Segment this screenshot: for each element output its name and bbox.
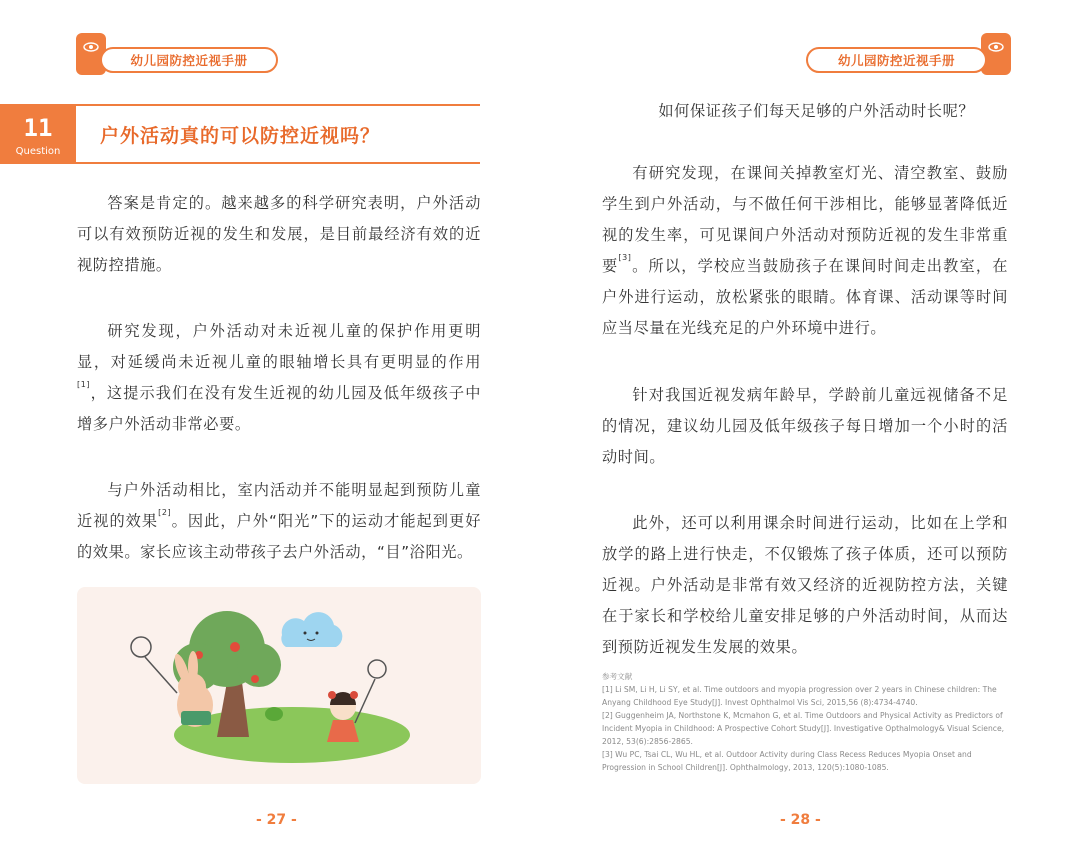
book-title: 幼儿园防控近视手册 (806, 47, 987, 73)
page-number: - 27 - (256, 812, 297, 828)
page-number: - 28 - (780, 812, 821, 828)
eye-icon (83, 42, 99, 52)
paragraph-5: 有研究发现，在课间关掉教室灯光、清空教室、鼓励学生到户外活动，与不做任何干涉相比，能够显著降低近视的发生率，可见课间户外活动对预防近视的发生非常重要[3]。所以，学校应当鼓励孩子在课间时间走出教室，在户外进行运动，放松紧张的眼睛。体育课、活动课等时间应当尽量在光线充足的户外环境中进行。 (602, 164, 1008, 337)
question-label: Question (15, 146, 61, 157)
paragraph-3: 与户外活动相比，室内活动并不能明显起到预防儿童近视的效果[2]。因此，户外“阳光”下的运动才能起到更好的效果。家长应该主动带孩子去户外活动，“目”浴阳光。 (77, 481, 481, 561)
reference-item: [2] Guggenheim JA, Northstone K, Mcmahon G, et al. Time Outdoors and Physical Activity as Predictors of Incident Myopia in Childhood: A Prospective Cohort Study[J]. Investigative Opthalmology& Visual Science, 2012, 53(6):2856-2865. (602, 711, 1005, 746)
title-rule-top (76, 104, 480, 106)
right-page (544, 0, 1087, 860)
references (602, 670, 1008, 774)
reference-item: [3] Wu PC, Tsai CL, Wu HL, et al. Outdoor Activity during Class Recess Reduces Myopia Onset and Progression in School Children[J]. Ophthalmology, 2013, 120(5):1080-1085. (602, 750, 972, 772)
left-page (0, 0, 543, 860)
paragraph-4: 如何保证孩子们每天足够的户外活动时长呢？ (658, 102, 975, 120)
book-header-badge (806, 33, 1011, 75)
book-header-badge (76, 33, 278, 75)
question-number-box (0, 104, 76, 164)
citation-1[interactable]: [1] (77, 380, 91, 389)
paragraph-2: 研究发现，户外活动对未近视儿童的保护作用更明显，对延缓尚未近视儿童的眼轴增长具有更明显的作用[1]，这提示我们在没有发生近视的幼儿园及低年级孩子中增多户外活动非常必要。 (77, 322, 481, 433)
reference-item: [1] Li SM, Li H, Li SY, et al. Time outdoors and myopia progression over 2 years in Chinese children: The Anyang Childhood Eye Study[J]. Invest Ophthalmol Vis Sci, 2015,56 (8):4734-4740. (602, 685, 997, 707)
paragraph-1: 答案是肯定的。越来越多的科学研究表明，户外活动可以有效预防近视的发生和发展，是目前最经济有效的近视防控措施。 (77, 194, 481, 274)
references-title: 参考文献 (602, 672, 633, 681)
question-title: 户外活动真的可以防控近视吗？ (100, 125, 381, 147)
outdoor-play-illustration (77, 587, 481, 784)
paragraph-6: 针对我国近视发病年龄早，学龄前儿童远视储备不足的情况，建议幼儿园及低年级孩子每日增加一个小时的活动时间。 (602, 386, 1008, 466)
book-title: 幼儿园防控近视手册 (100, 47, 278, 73)
paragraph-7: 此外，还可以利用课余时间进行运动，比如在上学和放学的路上进行快走，不仅锻炼了孩子体质，还可以预防近视。户外活动是非常有效又经济的近视防控方法，关键在于家长和学校给儿童安排足够的户外活动时间，从而达到预防近视发生发展的效果。 (602, 514, 1008, 656)
question-number: 11 (23, 114, 53, 142)
citation-2[interactable]: [2] (158, 508, 172, 517)
eye-icon (988, 42, 1004, 52)
citation-3[interactable]: [3] (618, 253, 632, 262)
title-rule-bottom (76, 162, 480, 164)
